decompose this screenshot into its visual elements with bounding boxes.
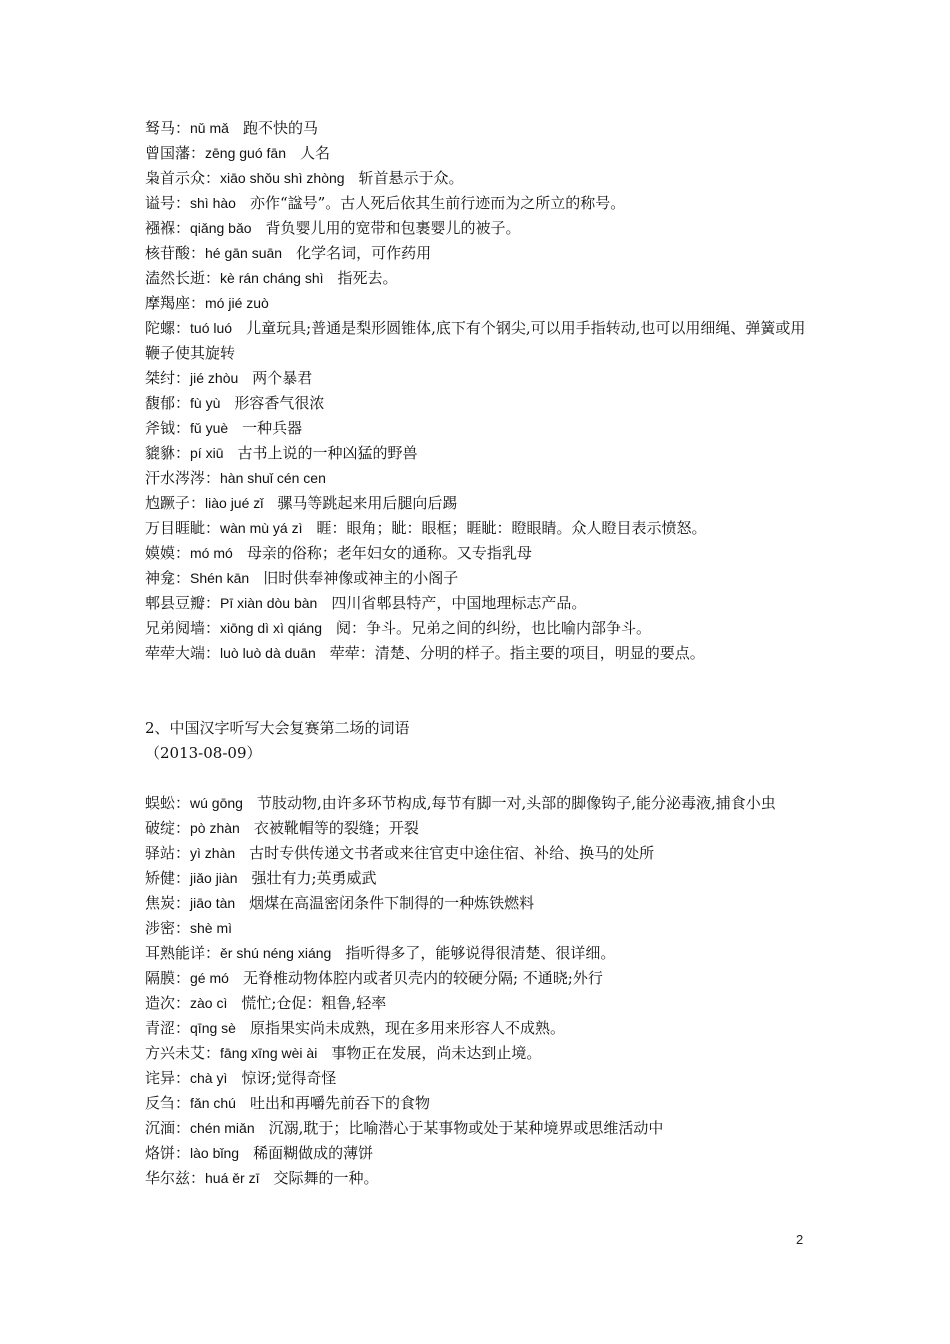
entry-pinyin: lào bǐng [190,1145,240,1161]
entry-term: 斧钺： [145,419,191,437]
entry-term: 尥蹶子： [145,494,206,512]
vocab-entry [145,1091,815,1116]
vocab-entry [145,1141,815,1166]
entry-definition: 跑不快的马 [242,119,318,137]
vocab-entry [145,891,815,916]
entry-term: 襁褓： [145,219,191,237]
vocab-entry [145,216,815,241]
vocab-entry [145,366,815,391]
entry-pinyin: qiǎng bǎo [190,220,252,236]
entry-term: 驿站： [145,844,191,862]
entry-term: 华尔兹： [145,1169,206,1187]
vocab-entry [145,1041,815,1066]
entry-definition: 母亲的俗称；老年妇女的通称。又专指乳母 [246,544,532,562]
vocab-entry [145,1016,815,1041]
vocab-entry [145,791,815,816]
entry-pinyin: tuó luó [190,320,233,336]
entry-term: 烙饼： [145,1144,191,1162]
entry-term: 摩羯座： [145,294,206,312]
entry-pinyin: wàn mù yá zì [220,520,303,536]
entry-term: 汗水涔涔： [145,469,221,487]
entry-definition: 事物正在发展，尚未达到止境。 [331,1044,542,1062]
entry-pinyin: fǎn chú [190,1095,236,1111]
vocab-entry [145,591,815,616]
entry-pinyin: mó jié zuò [205,295,269,311]
entry-definition: 一种兵器 [242,419,303,437]
entry-definition: 亦作“諡号”。古人死后依其生前行迹而为之所立的称号。 [249,194,626,212]
vocab-entry [145,566,815,591]
entry-definition: 旧时供奉神像或神主的小阁子 [263,569,459,587]
entry-pinyin: hàn shuǐ cén cen [220,470,326,486]
entry-pinyin: fǔ yuè [190,420,229,436]
vocab-entry [145,266,815,291]
entry-definition: 沉溺,耽于；比喻潜心于某事物或处于某种境界或思维活动中 [268,1119,664,1137]
page-number: 2 [796,1232,804,1247]
entry-definition: 儿童玩具;普通是梨形圆锥体,底下有个钢尖,可以用手指转动,也可以用细绳、弹簧或用鞭子使其旋转 [145,319,806,362]
vocab-entry [145,466,815,491]
vocab-entry [145,916,815,941]
entry-pinyin: jiǎo jiàn [190,870,238,886]
entry-definition: 慌忙;仓促：粗鲁,轻率 [241,994,387,1012]
entry-term: 蜈蚣： [145,794,191,812]
vocab-entry [145,141,815,166]
entry-term: 驽马： [145,119,191,137]
vocab-entry [145,941,815,966]
entry-definition: 惊讶;觉得奇怪 [241,1069,337,1087]
entry-definition: 斩首悬示于众。 [358,169,464,187]
entry-term: 嫫嫫： [145,544,191,562]
entry-term: 万目睚眦： [145,519,221,537]
entry-term: 焦炭： [145,894,191,912]
vocab-entry [145,316,815,366]
entry-pinyin: xiāo shǒu shì zhòng [220,170,345,186]
entry-definition: 吐出和再嚼先前吞下的食物 [249,1094,430,1112]
entry-term: 诧异： [145,1069,191,1087]
vocab-entry [145,516,815,541]
entry-term: 反刍： [145,1094,191,1112]
entry-definition: 人名 [299,144,330,162]
entry-pinyin: gé mó [190,970,229,986]
entry-pinyin: pò zhàn [190,820,240,836]
spacer [145,666,815,691]
entry-definition: 烟煤在高温密闭条件下制得的一种炼铁燃料 [249,894,535,912]
entry-pinyin: fù yù [190,395,221,411]
entry-definition: 节肢动物,由许多环节构成,每节有脚一对,头部的脚像钩子,能分泌毒液,捕食小虫 [256,794,776,812]
vocab-entry [145,441,815,466]
entry-pinyin: huá ěr zī [205,1170,260,1186]
entry-term: 陀螺： [145,319,191,337]
entry-term: 貔貅： [145,444,191,462]
entry-pinyin: liào jué zǐ [205,495,264,511]
entry-pinyin: chà yì [190,1070,228,1086]
entry-definition: 无脊椎动物体腔内或者贝壳内的较硬分隔; 不通晓;外行 [242,969,603,987]
vocab-entry [145,491,815,516]
entry-pinyin: zào cì [190,995,228,1011]
entry-pinyin: zēng guó fān [205,145,286,161]
entry-definition: 睚：眼角；眦：眼框；睚眦：瞪眼睛。众人瞪目表示愤怒。 [316,519,707,537]
entry-pinyin: nǔ mǎ [190,120,229,136]
section-title: 2、中国汉字听写大会复赛第二场的词语 [145,719,410,737]
entry-pinyin: fāng xīng wèi ài [220,1045,318,1061]
section-date: （2013-08-09） [145,744,262,762]
entry-pinyin: xiōng dì xì qiáng [220,620,322,636]
entry-pinyin: jiāo tàn [190,895,236,911]
entry-pinyin: Shén kān [190,570,250,586]
entry-pinyin: Pī xiàn dòu bàn [220,595,318,611]
vocab-entry [145,616,815,641]
vocab-entry [145,241,815,266]
entry-pinyin: hé gān suān [205,245,283,261]
entry-term: 荦荦大端： [145,644,221,662]
entry-term: 耳熟能详： [145,944,221,962]
entry-term: 神龛： [145,569,191,587]
entry-term: 谥号： [145,194,191,212]
entry-term: 溘然长逝： [145,269,221,287]
entry-definition: 衣被靴帽等的裂缝；开裂 [253,819,419,837]
entry-pinyin: qīng sè [190,1020,236,1036]
entry-term: 破绽： [145,819,191,837]
entry-term: 曾国藩： [145,144,206,162]
vocab-entry [145,866,815,891]
entry-definition: 强壮有力;英勇威武 [251,869,377,887]
vocab-entry [145,391,815,416]
entry-term: 青涩： [145,1019,191,1037]
vocabulary-list-1 [145,116,815,666]
entry-pinyin: jié zhòu [190,370,239,386]
entry-definition: 骡马等跳起来用后腿向后踢 [277,494,458,512]
entry-pinyin: chén miǎn [190,1120,255,1136]
entry-definition: 古书上说的一种凶猛的野兽 [237,444,418,462]
entry-pinyin: luò luò dà duān [220,645,316,661]
entry-pinyin: shì hào [190,195,236,211]
entry-term: 核苷酸： [145,244,206,262]
entry-definition: 背负婴儿用的宽带和包裹婴儿的被子。 [265,219,521,237]
vocab-entry [145,166,815,191]
entry-definition: 形容香气很浓 [234,394,325,412]
entry-definition: 两个暴君 [252,369,313,387]
spacer [145,691,815,716]
entry-pinyin: ěr shú néng xiáng [220,945,332,961]
vocab-entry [145,416,815,441]
vocab-entry [145,1066,815,1091]
entry-definition: 原指果实尚未成熟，现在多用来形容人不成熟。 [249,1019,565,1037]
entry-term: 矫健： [145,869,191,887]
entry-term: 兄弟阋墙： [145,619,221,637]
entry-term: 桀纣： [145,369,191,387]
entry-definition: 四川省郫县特产，中国地理标志产品。 [331,594,587,612]
vocab-entry [145,816,815,841]
vocab-entry [145,991,815,1016]
entry-definition: 化学名词，可作药用 [296,244,432,262]
vocab-entry [145,191,815,216]
vocab-entry [145,966,815,991]
entry-term: 枭首示众： [145,169,221,187]
vocab-entry [145,541,815,566]
vocabulary-list-2 [145,791,815,1191]
entry-definition: 交际舞的一种。 [273,1169,379,1187]
entry-term: 郫县豆瓣： [145,594,221,612]
entry-definition: 阋：争斗。兄弟之间的纠纷，也比喻内部争斗。 [335,619,651,637]
entry-term: 沉湎： [145,1119,191,1137]
entry-term: 馥郁： [145,394,191,412]
entry-pinyin: kè rán cháng shì [220,270,324,286]
spacer [145,766,815,791]
vocab-entry [145,1166,815,1191]
entry-term: 造次： [145,994,191,1012]
entry-definition: 荦荦：清楚、分明的样子。指主要的项目，明显的要点。 [329,644,705,662]
entry-pinyin: shè mì [190,920,233,936]
entry-pinyin: yì zhàn [190,845,236,861]
entry-definition: 指听得多了，能够说得很清楚、很详细。 [345,944,616,962]
entry-definition: 指死去。 [337,269,398,287]
page-content [145,116,815,1191]
entry-definition: 稀面糊做成的薄饼 [253,1144,374,1162]
entry-definition: 古时专供传递文书者或来往官吏中途住宿、补给、换马的处所 [249,844,655,862]
vocab-entry [145,1116,815,1141]
vocab-entry [145,841,815,866]
vocab-entry [145,116,815,141]
entry-pinyin: wú gōng [190,795,243,811]
entry-term: 方兴未艾： [145,1044,221,1062]
vocab-entry [145,291,815,316]
entry-term: 隔膜： [145,969,191,987]
entry-pinyin: mó mó [190,545,233,561]
entry-term: 涉密： [145,919,191,937]
vocab-entry [145,641,815,666]
entry-pinyin: pí xiū [190,445,224,461]
